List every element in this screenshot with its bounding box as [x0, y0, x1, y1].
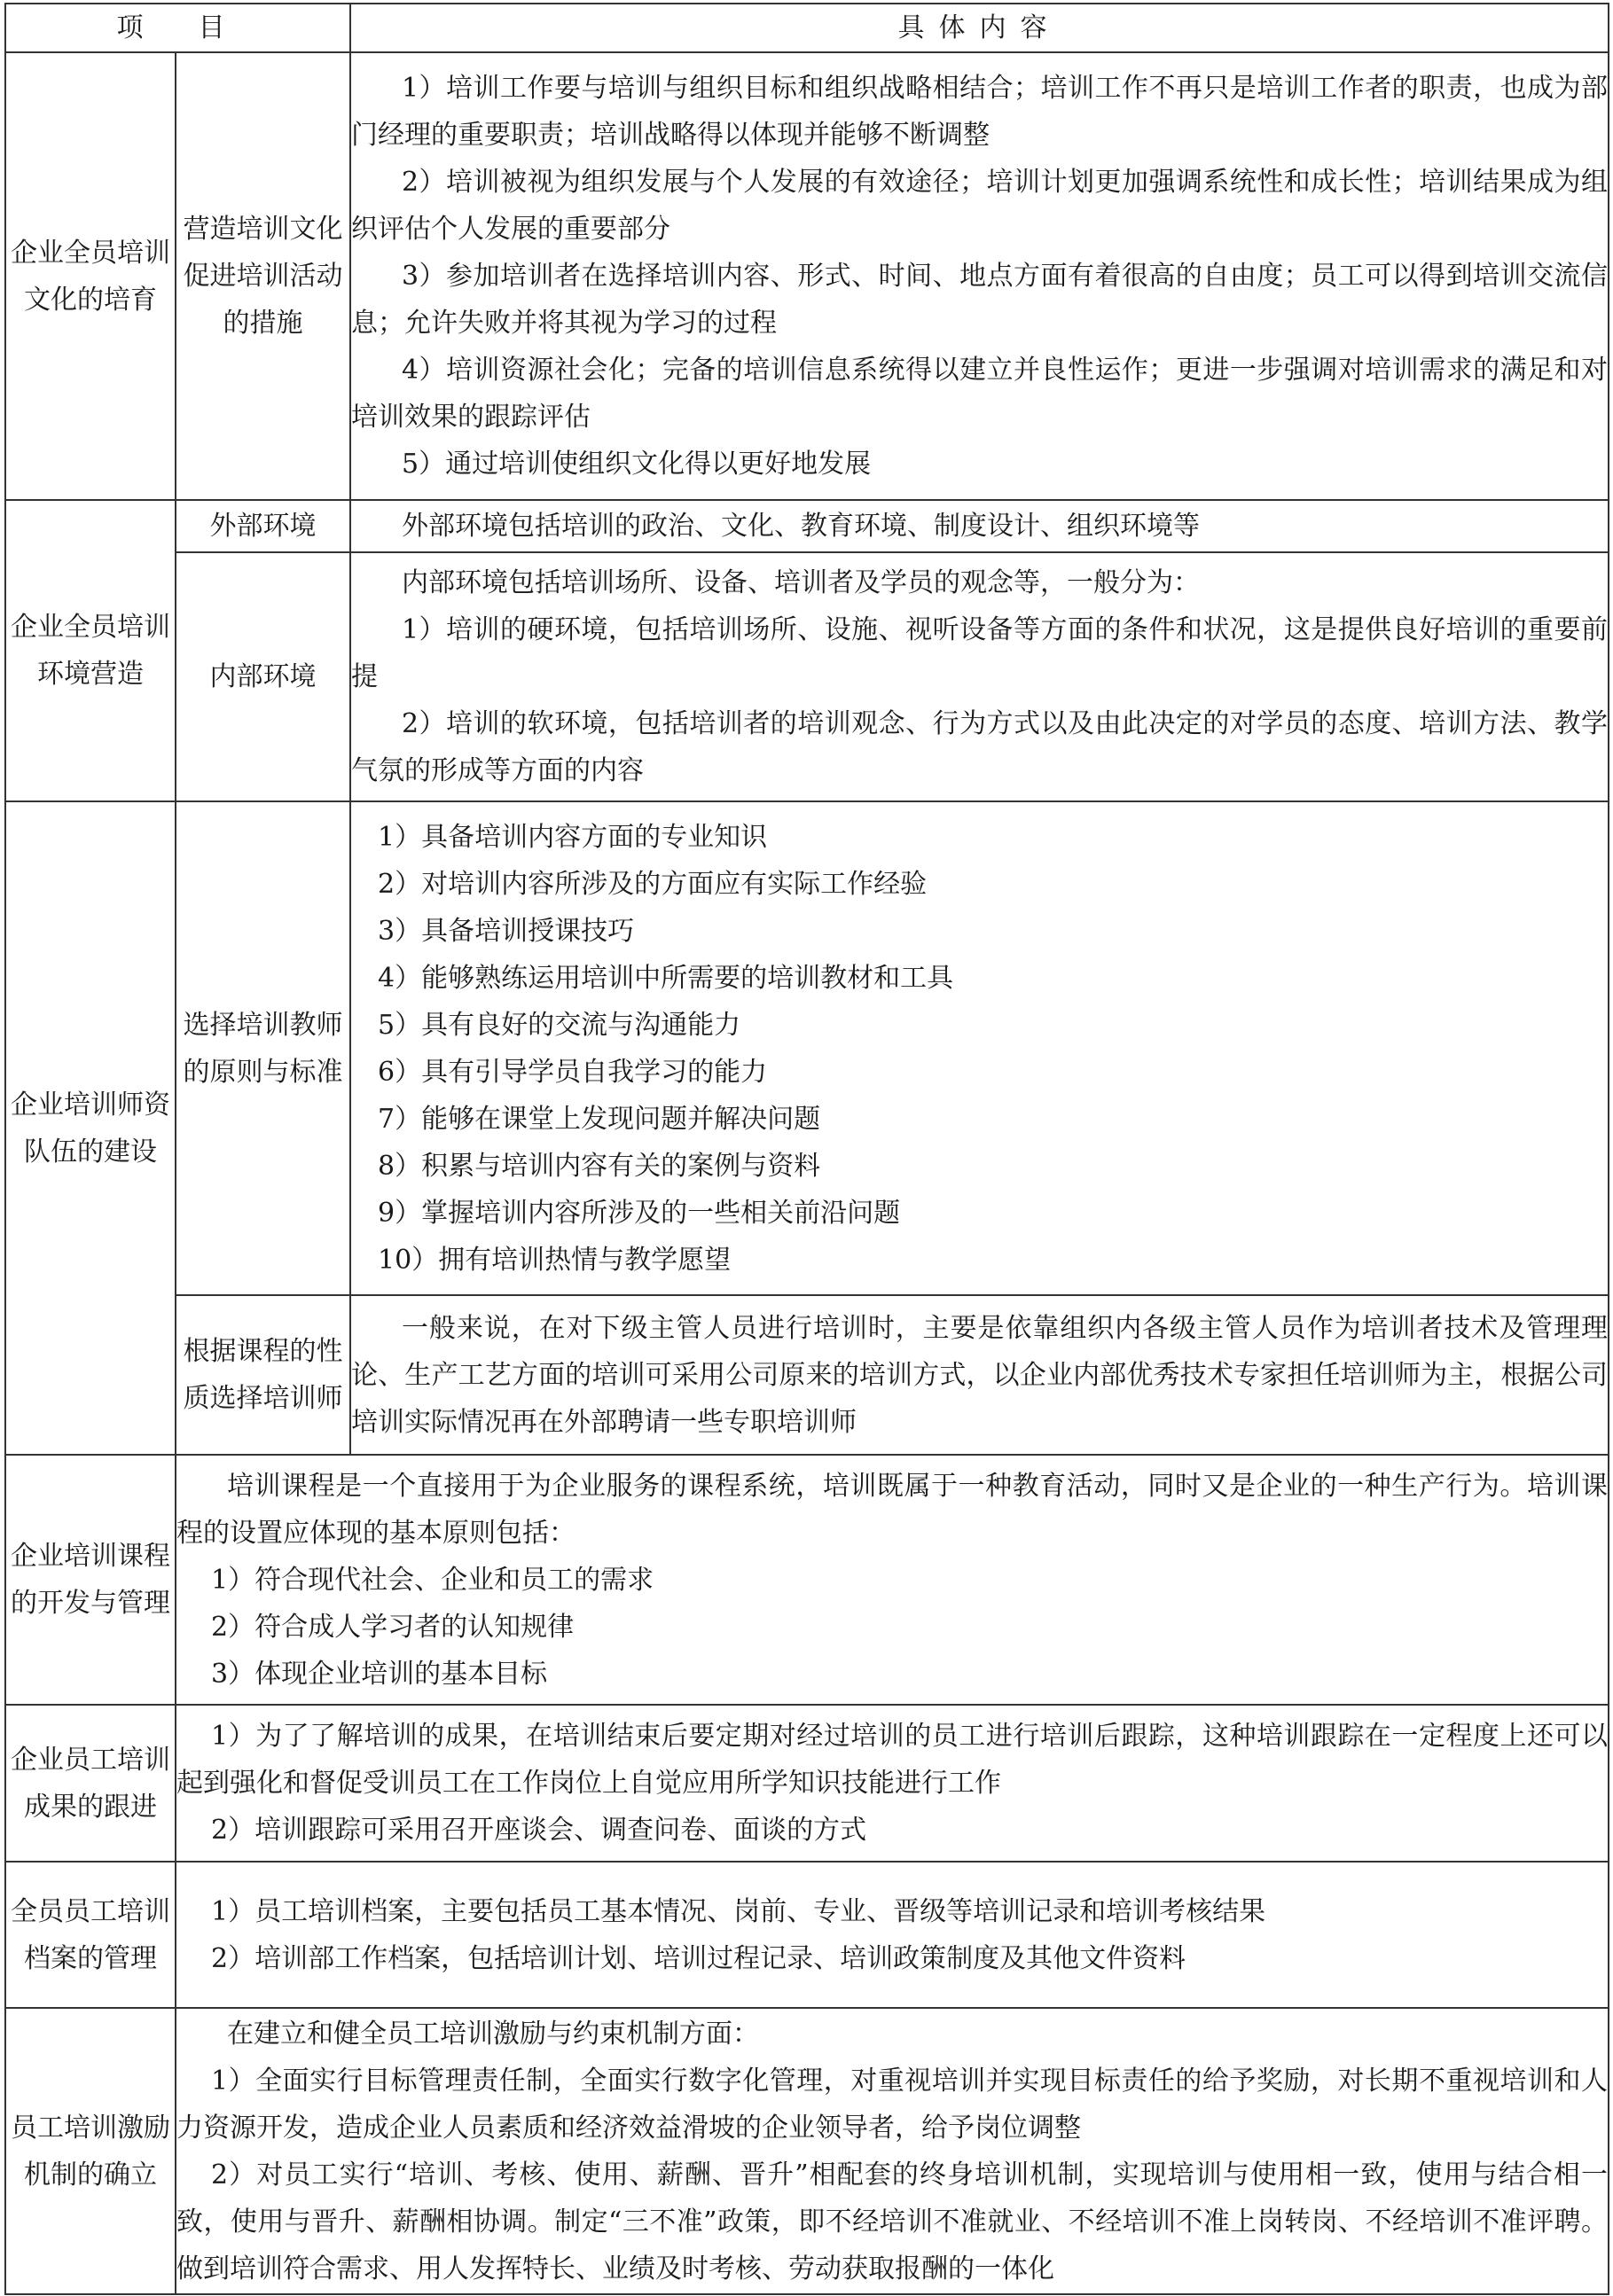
subcategory-label: 内部环境	[176, 552, 350, 801]
category-label: 全员员工培训档案的管理	[5, 1862, 176, 2008]
content-cell	[350, 552, 1609, 801]
category-label: 企业全员培训环境营造	[5, 500, 176, 801]
table-row	[5, 500, 1609, 552]
subcategory-label: 外部环境	[176, 500, 350, 552]
table-row	[5, 552, 1609, 801]
list-item: 2）对培训内容所涉及的方面应有实际工作经验	[378, 868, 928, 900]
content-paragraph: 1）员工培训档案，主要包括员工基本情况、岗前、专业、晋级等培训记录和培训考核结果	[211, 1895, 1266, 1927]
content-cell	[176, 2008, 1609, 2294]
content-paragraph: 2）培训的软环境，包括培训者的培训观念、行为方式以及由此决定的对学员的态度、培训方法、教学气氛的形成等方面的内容	[351, 708, 1608, 786]
content-paragraph: 内部环境包括培训场所、设备、培训者及学员的观念等，一般分为：	[402, 567, 1200, 598]
header-item: 项 目	[5, 4, 350, 52]
training-table	[4, 3, 1609, 2295]
list-item: 1）符合现代社会、企业和员工的需求	[211, 1564, 654, 1596]
content-paragraph: 培训课程是一个直接用于为企业服务的课程系统，培训既属于一种教育活动，同时又是企业的一种生产行为。培训课程的设置应体现的基本原则包括：	[176, 1470, 1608, 1549]
content-cell	[350, 801, 1609, 1295]
subcategory-label: 选择培训教师的原则与标准	[176, 801, 350, 1295]
list-item: 8）积累与培训内容有关的案例与资料	[378, 1150, 821, 1182]
table-row	[5, 2008, 1609, 2294]
subcategory-label: 根据课程的性质选择培训师	[176, 1295, 350, 1455]
content-paragraph: 4）培训资源社会化；完备的培训信息系统得以建立并良性运作；更进一步强调对培训需求的满足和对培训效果的跟踪评估	[351, 355, 1608, 433]
category-label: 企业员工培训成果的跟进	[5, 1705, 176, 1862]
content-paragraph: 在建立和健全员工培训激励与约束机制方面：	[227, 2018, 759, 2050]
content-cell	[176, 1455, 1609, 1705]
category-label: 员工培训激励机制的确立	[5, 2008, 176, 2294]
content-cell	[176, 1705, 1609, 1862]
table-row	[5, 1455, 1609, 1705]
category-label: 企业培训师资队伍的建设	[5, 801, 176, 1455]
header-row	[5, 4, 1609, 52]
content-paragraph: 外部环境包括培训的政治、文化、教育环境、制度设计、组织环境等	[402, 511, 1200, 542]
list-item: 9）掌握培训内容所涉及的一些相关前沿问题	[378, 1197, 901, 1229]
category-label: 企业全员培训文化的培育	[5, 52, 176, 500]
content-cell	[350, 1295, 1609, 1455]
list-item: 5）具有良好的交流与沟通能力	[378, 1009, 741, 1041]
content-paragraph: 1）培训工作要与培训与组织目标和组织战略相结合；培训工作不再只是培训工作者的职责，也成为部门经理的重要职责；培训战略得以体现并能够不断调整	[351, 73, 1608, 151]
content-paragraph: 1）全面实行目标管理责任制，全面实行数字化管理，对重视培训并实现目标责任的给予奖励，对长期不重视培训和人力资源开发，造成企业人员素质和经济效益滑坡的企业领导者，给予岗位调整	[176, 2065, 1608, 2144]
list-item: 3）体现企业培训的基本目标	[211, 1658, 548, 1690]
list-item: 3）具备培训授课技巧	[378, 915, 635, 947]
content-paragraph: 3）参加培训者在选择培训内容、形式、时间、地点方面有着很高的自由度；员工可以得到培训交流信息；允许失败并将其视为学习的过程	[351, 261, 1608, 339]
content-cell	[176, 1862, 1609, 2008]
list-item: 6）具有引导学员自我学习的能力	[378, 1056, 768, 1088]
table-row	[5, 1295, 1609, 1455]
content-paragraph: 1）为了了解培训的成果，在培训结束后要定期对经过培训的员工进行培训后跟踪，这种培训跟踪在一定程度上还可以起到强化和督促受训员工在工作岗位上自觉应用所学知识技能进行工作	[176, 1721, 1608, 1799]
content-cell	[350, 500, 1609, 552]
list-item: 10）拥有培训热情与教学愿望	[378, 1244, 732, 1276]
table-row	[5, 1862, 1609, 2008]
content-paragraph: 2）对员工实行“培训、考核、使用、薪酬、晋升”相配套的终身培训机制，实现培训与使用相一致，使用与结合相一致，使用与晋升、薪酬相协调。制定“三不准”政策，即不经培训不准就业、不经培训不准上岗转岗、不经培训不准评聘。做到培训符合需求、用人发挥特长、业绩及时考核、劳动获取报酬的一体化	[176, 2159, 1608, 2284]
content-paragraph: 5）通过培训使组织文化得以更好地发展	[402, 449, 872, 480]
table-row	[5, 52, 1609, 500]
content-cell	[350, 52, 1609, 500]
content-paragraph: 一般来说，在对下级主管人员进行培训时，主要是依靠组织内各级主管人员作为培训者技术及管理理论、生产工艺方面的培训可采用公司原来的培训方式，以企业内部优秀技术专家担任培训师为主，根据公司培训实际情况再在外部聘请一些专职培训师	[351, 1312, 1608, 1438]
table-row	[5, 801, 1609, 1295]
list-item: 7）能够在课堂上发现问题并解决问题	[378, 1103, 821, 1135]
subcategory-label: 营造培训文化促进培训活动的措施	[176, 52, 350, 500]
table-row	[5, 1705, 1609, 1862]
list-item: 2）符合成人学习者的认知规律	[211, 1611, 575, 1643]
list-item: 4）能够熟练运用培训中所需要的培训教材和工具	[378, 962, 954, 994]
content-paragraph: 2）培训被视为组织发展与个人发展的有效途径；培训计划更加强调系统性和成长性；培训结果成为组织评估个人发展的重要部分	[351, 167, 1608, 245]
content-paragraph: 2）培训跟踪可采用召开座谈会、调查问卷、面谈的方式	[211, 1815, 867, 1846]
content-paragraph: 1）培训的硬环境，包括培训场所、设施、视听设备等方面的条件和状况，这是提供良好培训的重要前提	[351, 614, 1608, 692]
list-item: 1）具备培训内容方面的专业知识	[378, 821, 768, 853]
header-content: 具体内容	[350, 4, 1609, 52]
content-paragraph: 2）培训部工作档案，包括培训计划、培训过程记录、培训政策制度及其他文件资料	[211, 1942, 1186, 1974]
category-label: 企业培训课程的开发与管理	[5, 1455, 176, 1705]
